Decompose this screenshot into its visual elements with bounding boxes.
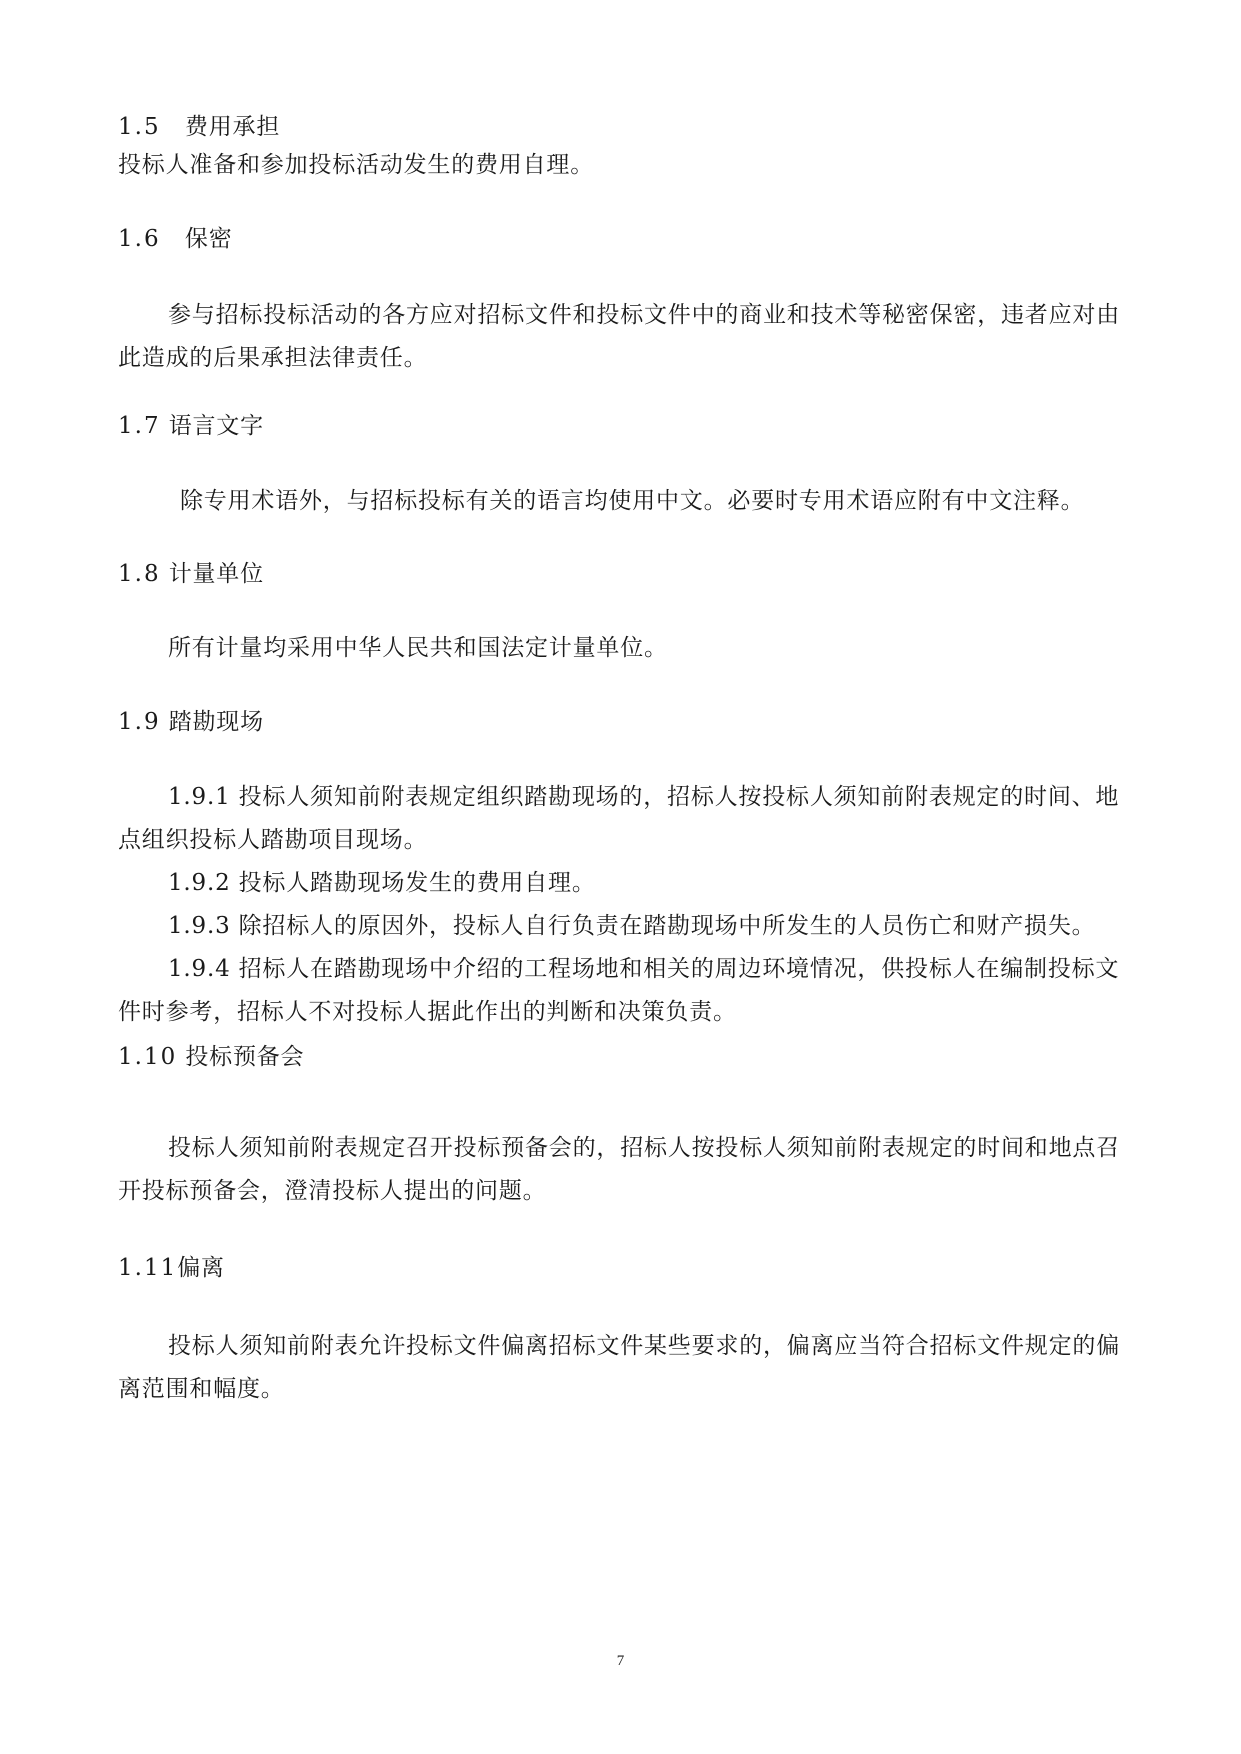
section-1-9-items [118,776,1128,1034]
page-number: 7 [616,1653,625,1669]
section-number: 1.9 [118,709,161,735]
section-number: 1.10 [118,1044,178,1070]
section-title: 计量单位 [168,561,264,587]
section-heading-1-10 [118,1036,1128,1079]
section-heading-1-9 [118,701,1128,744]
section-title: 语言文字 [168,413,264,439]
list-item: 1.9.3 除招标人的原因外，投标人自行负责在踏勘现场中所发生的人员伤亡和财产损失。 [168,913,1096,939]
section-number: 1.8 [118,561,161,587]
section-title: 踏勘现场 [168,709,264,735]
section-number: 1.11 [118,1255,178,1281]
section-1-8-paragraph: 所有计量均采用中华人民共和国法定计量单位。 [168,635,668,661]
section-title: 保密 [184,226,233,252]
section-1-11-paragraph: 投标人须知前附表允许投标文件偏离招标文件某些要求的，偏离应当符合招标文件规定的偏离范围和幅度。 [118,1333,1120,1402]
list-item: 1.9.1 投标人须知前附表规定组织踏勘现场的，招标人按投标人须知前附表规定的时间、地点组织投标人踏勘项目现场。 [118,784,1120,853]
section-title: 偏离 [177,1255,225,1281]
section-number: 1.7 [118,413,161,439]
section-number: 1.6 [118,226,161,252]
section-heading-1-8 [118,553,1128,596]
section-1-10-paragraph: 投标人须知前附表规定召开投标预备会的，招标人按投标人须知前附表规定的时间和地点召开投标预备会，澄清投标人提出的问题。 [118,1135,1120,1204]
list-item: 1.9.4 招标人在踏勘现场中介绍的工程场地和相关的周边环境情况，供投标人在编制投标文件时参考，招标人不对投标人据此作出的判断和决策负责。 [118,956,1120,1025]
section-1-5-paragraph: 投标人准备和参加投标活动发生的费用自理。 [118,152,594,178]
section-title: 投标预备会 [185,1044,305,1070]
section-heading-1-7 [118,405,1128,448]
section-number: 1.5 [118,114,161,140]
section-heading-1-6 [118,218,1128,261]
section-heading-1-5 [118,106,1128,149]
section-title: 费用承担 [184,114,281,140]
section-1-7-paragraph: 除专用术语外，与招标投标有关的语言均使用中文。必要时专用术语应附有中文注释。 [180,488,1085,514]
section-1-6-paragraph: 参与招标投标活动的各方应对招标文件和投标文件中的商业和技术等秘密保密，违者应对由此造成的后果承担法律责任。 [118,302,1120,371]
section-heading-1-11 [118,1247,1128,1290]
list-item: 1.9.2 投标人踏勘现场发生的费用自理。 [168,870,596,896]
